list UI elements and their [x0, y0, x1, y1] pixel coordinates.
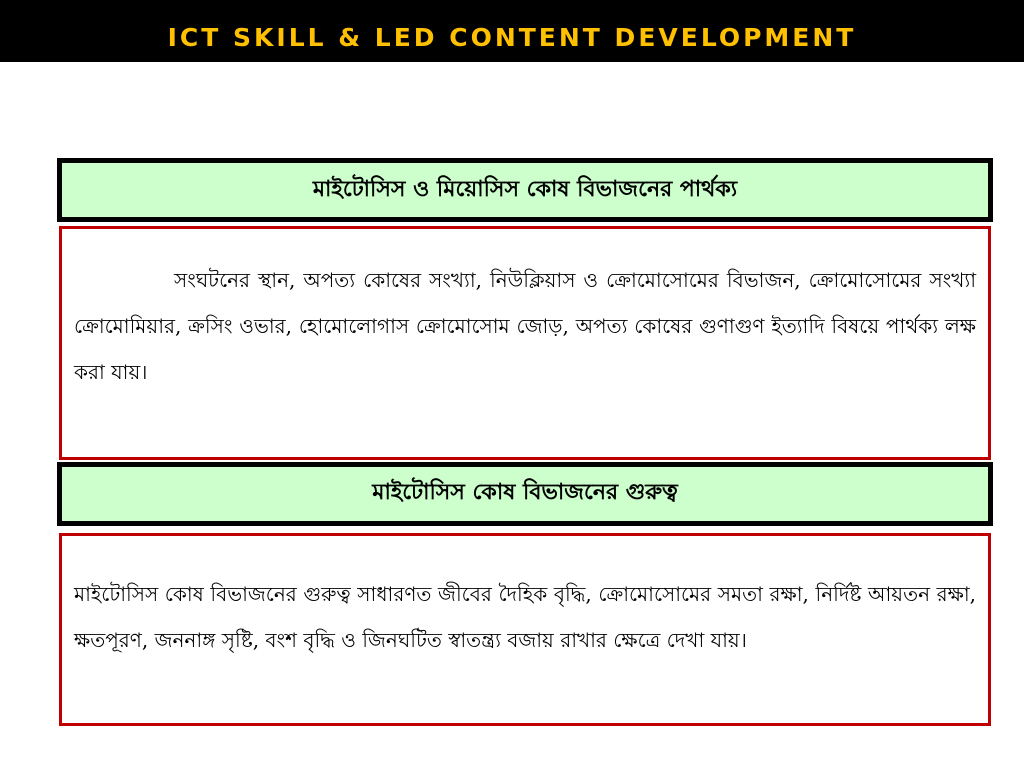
section1-heading: মাইটোসিস ও মিয়োসিস কোষ বিভাজনের পার্থক্য — [57, 158, 993, 222]
section2-body: মাইটোসিস কোষ বিভাজনের গুরুত্ব সাধারণত জীবের দৈহিক বৃদ্ধি, ক্রোমোসোমের সমতা রক্ষা, নির্দিষ্ট আয়তন রক্ষা, ক্ষতপূরণ, জননাঙ্গ সৃষ্টি, বংশ বৃদ্ধি ও জিনঘটিত স্বাতন্ত্র্য বজায় রাখার ক্ষেত্রে দেখা যায়। — [74, 582, 976, 652]
section2-text-box — [59, 533, 991, 726]
slide-title: ICT SKILL & LED CONTENT DEVELOPMENT — [167, 23, 857, 52]
section1-body: সংঘটনের স্থান, অপত্য কোষের সংখ্যা, নিউক্লিয়াস ও ক্রোমোসোমের বিভাজন, ক্রোমোসোমের সংখ্যা ক্রোমোমিয়ার, ক্রসিং ওভার, হোমোলোগাস ক্রোমোসোম জোড়, অপত্য কোষের গুণাগুণ ইত্যাদি বিষয়ে পার্থক্য লক্ষ করা যায়। — [74, 268, 976, 384]
section1-text-box — [59, 226, 991, 460]
section2-heading: মাইটোসিস কোষ বিভাজনের গুরুত্ব — [57, 462, 993, 526]
